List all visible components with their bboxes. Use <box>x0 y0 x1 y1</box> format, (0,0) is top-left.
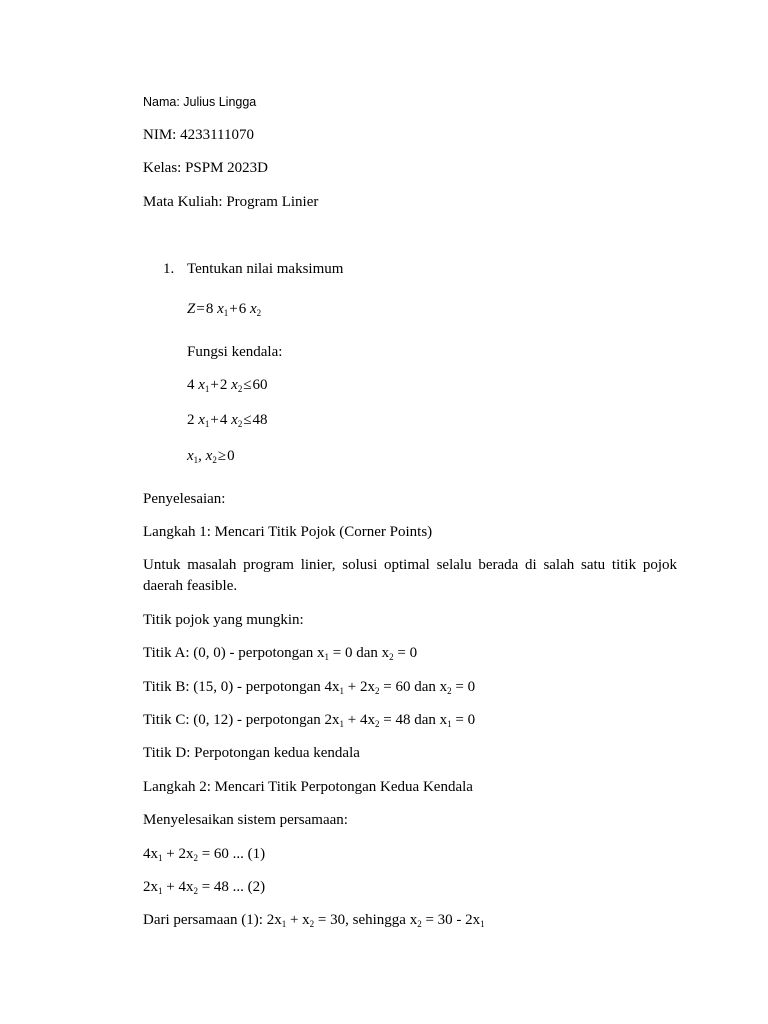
constraints-label: Fungsi kendala: <box>187 344 283 360</box>
nonnegativity-constraint: $x_1$, $x_2\ge 0$ <box>187 448 235 465</box>
step2-heading: Langkah 2: Mencari Titik Perpotongan Kedua Kendala <box>143 779 473 795</box>
point-b: Titik B: (15, 0) - perpotongan $4x_1 + 2x_2 = 60$ dan $x_2 = 0$ <box>143 679 476 696</box>
objective-function: Z=8 $x_1+6$ $x_2$ <box>187 301 262 318</box>
system-label: Menyelesaikan sistem persamaan: <box>143 812 348 828</box>
student-name: Nama: Julius Lingga <box>143 95 257 109</box>
point-a: Titik A: (0, 0) - perpotongan $x_1 = 0$ dan $x_2 = 0$ <box>143 645 418 662</box>
point-c: Titik C: (0, 12) - perpotongan $2x_1 + 4x_2 = 48$ dan $x_1 = 0$ <box>143 712 476 729</box>
student-class: Kelas: PSPM 2023D <box>143 160 269 176</box>
point-d: Titik D: Perpotongan kedua kendala <box>143 745 360 761</box>
constraint-1: 4 $x_1+2$ $x_2\le 60$ <box>187 377 268 394</box>
equation-1: $4x_1 + 2x_2 = 60$ ... (1) <box>143 846 266 863</box>
solution-heading: Penyelesaian: <box>143 491 226 507</box>
problem-statement: Tentukan nilai maksimum <box>187 261 344 277</box>
course-name: Mata Kuliah: Program Linier <box>143 194 319 210</box>
step1-heading: Langkah 1: Mencari Titik Pojok (Corner Points) <box>143 524 433 540</box>
step1-explanation: Untuk masalah program linier, solusi optimal selalu berada di salah satu titik pojok daerah feasible. <box>143 557 677 594</box>
possible-points-label: Titik pojok yang mungkin: <box>143 612 304 628</box>
problem-number: 1. <box>163 261 175 277</box>
equation-2: $2x_1 + 4x_2 = 48$ ... (2) <box>143 879 266 896</box>
student-nim: NIM: 4233111070 <box>143 127 254 143</box>
constraint-2: 2 $x_1+4$ $x_2\le 48$ <box>187 412 268 429</box>
derivation-from-eq1: Dari persamaan (1): $2x_1 + x_2 = 30$, sehingga $x_2 = 30 - 2x_1$ <box>143 912 485 929</box>
